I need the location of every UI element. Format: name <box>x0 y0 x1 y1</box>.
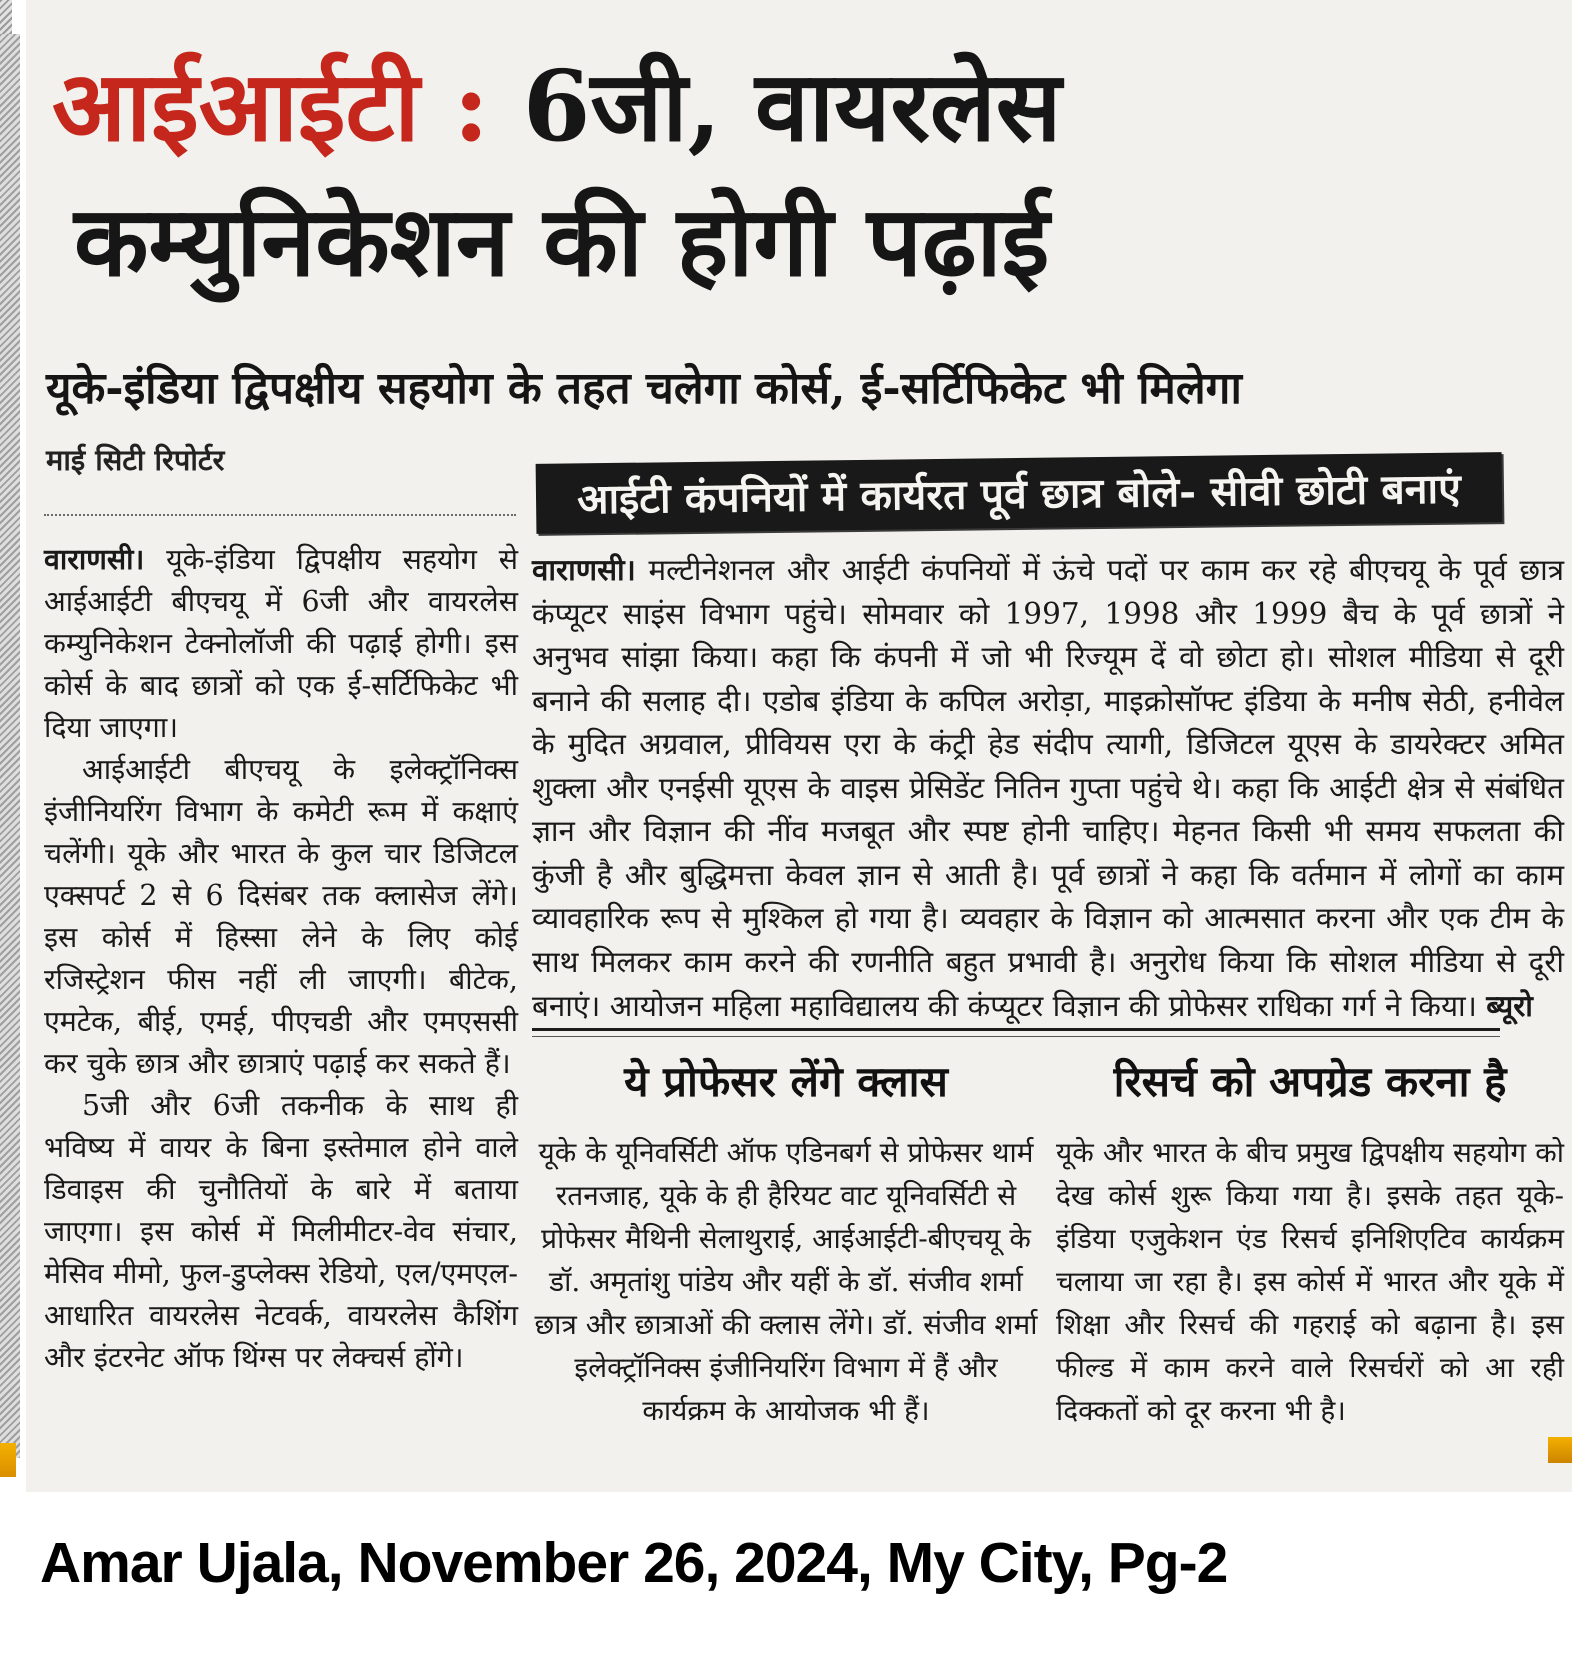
paragraph-3: 5जी और 6जी तकनीक के साथ ही भविष्य में वायर के बिना इस्तेमाल होने वाले डिवाइस की चुनौतियों के बारे में बताया जाएगा। इस कोर्स में मिलीमीटर-वेव संचार, मेसिव मीमो, फुल-डुप्लेक्स रेडियो, एल/एमएल-आधारित वायरलेस नेटवर्क, वायरलेस कैशिंग और इंटरनेट ऑफ थिंग्स पर लेक्चर्स होंगे। <box>44 1089 518 1374</box>
paragraph-1-text: यूके-इंडिया द्विपक्षीय सहयोग से आईआईटी बीएचयू में 6जी और वायरलेस कम्युनिकेशन टेक्नोलॉजी की पढ़ाई होगी। इस कोर्स के बाद छात्रों को एक ई-सर्टिफिकेट भी दिया जाएगा। <box>44 543 518 744</box>
caption-bar <box>0 1492 1572 1676</box>
left-column-body <box>44 538 518 1478</box>
sticky-note-mark-left <box>0 1443 16 1477</box>
scan-edge-shadow <box>0 34 20 1458</box>
sub-article-body: यूके के यूनिवर्सिटी ऑफ एडिनबर्ग से प्रोफेसर थार्म रतनजाह, यूके के ही हैरियट वाट यूनिवर्सिटी से प्रोफेसर मैथिनी सेलाथुराई, आईआईटी-बीएचयू के डॉ. अमृतांशु पांडेय और यहीं के डॉ. संजीव शर्मा छात्र और छात्राओं की क्लास लेंगे। डॉ. संजीव शर्मा इलेक्ट्रॉनिक्स इंजीनियरिंग विभाग में हैं और कार्यक्रम के आयोजक भी हैं। <box>534 1136 1038 1427</box>
paragraph-2: आईआईटी बीएचयू के इलेक्ट्रॉनिक्स इंजीनियरिंग विभाग के कमेटी रूम में कक्षाएं चलेंगी। यूके और भारत के कुल चार डिजिटल एक्सपर्ट 2 से 6 दिसंबर तक क्लासेज लेंगे। इस कोर्स में हिस्सा लेने के लिए कोई रजिस्ट्रेशन फीस नहीं ली जाएगी। बीटेक, एमटेक, बीई, एमई, पीएचडी और एमएससी कर चुके छात्र और छात्राएं पढ़ाई कर सकते हैं। <box>44 753 518 1080</box>
dotted-divider <box>44 514 516 516</box>
source-caption: Amar Ujala, November 26, 2024, My City, Pg-2 <box>40 1531 1228 1595</box>
right-paragraph-text: मल्टीनेशनल और आईटी कंपनियों में ऊंचे पदों पर काम कर रहे बीएचयू के पूर्व छात्र कंप्यूटर साइंस विभाग पहुंचे। सोमवार को 1997, 1998 और 1999 बैच के पूर्व छात्रों ने अनुभव सांझा किया। कहा कि कंपनी में जो भी रिज्यूम दें वो छोटा हो। सोशल मीडिया से दूरी बनाने की सलाह दी। एडोब इंडिया के कपिल अरोड़ा, माइक्रोसॉफ्ट इंडिया के मनीष सेठी, हनीवेल के मुदित अग्रवाल, प्रीवियस एरा के कंट्री हेड संदीप त्यागी, डिजिटल यूएस के डायरेक्टर अमित शुक्ला और एनईसी यूएस के वाइस प्रेसिडेंट नितिन गुप्ता पहुंचे थे। कहा कि आईटी क्षेत्र से संबंधित ज्ञान और विज्ञान की नींव मजबूत और स्पष्ट होनी चाहिए। मेहनत किसी भी समय सफलता की कुंजी है और बुद्धिमत्ता केवल ज्ञान से आती है। पूर्व छात्रों ने कहा कि वर्तमान में लोगों का काम व्यावहारिक रूप से मुश्किल हो गया है। व्यवहार के विज्ञान को आत्मसात करना और एक टीम के साथ मिलकर काम करने की रणनीति बहुत प्रभावी है। अनुरोध किया कि सोशल मीडिया से दूरी बनाएं। आयोजन महिला महाविद्यालय की कंप्यूटर विज्ञान की प्रोफेसर राधिका गर्ग ने किया। <box>532 553 1564 1023</box>
scan-edge-artifact <box>0 0 12 34</box>
right-paragraph <box>532 548 1564 1029</box>
headline-red-part: आईआईटी : <box>52 49 490 163</box>
section-divider-rule <box>532 1028 1500 1037</box>
headline-black-part: 6जी, वायरलेस <box>522 49 1062 163</box>
sub-article-professors <box>532 1052 1040 1482</box>
subheadline: यूके-इंडिया द्विपक्षीय सहयोग के तहत चलेगा कोर्स, ई-सर्टिफिकेट भी मिलेगा <box>46 363 1242 414</box>
sub-article-body: यूके और भारत के बीच प्रमुख द्विपक्षीय सहयोग को देख कोर्स शुरू किया गया है। इसके तहत यूके-इंडिया एजुकेशन एंड रिसर्च इनिशिएटिव कार्यक्रम चलाया जा रहा है। इस कोर्स में भारत और यूके में शिक्षा और रिसर्च की गहराई को बढ़ाना है। इस फील्ड में काम करने वाले रिसर्चरों को आ रही दिक्कतों को दूर करना भी है। <box>1056 1136 1564 1427</box>
headline-line2: कम्युनिकेशन की होगी पढ़ाई <box>74 183 1050 298</box>
paragraph-1 <box>44 538 518 749</box>
dateline: वाराणसी। <box>532 552 636 587</box>
bureau-tag: ब्यूरो <box>1486 988 1533 1023</box>
sub-article-headline: रिसर्च को अपग्रेड करना है <box>1113 1057 1507 1106</box>
right-column-body <box>532 548 1564 1023</box>
highlight-banner: आईटी कंपनियों में कार्यरत पूर्व छात्र बोले- सीवी छोटी बनाएं <box>536 452 1503 534</box>
byline: माई सिटी रिपोर्टर <box>46 443 225 477</box>
sub-article-research <box>1056 1052 1564 1482</box>
main-headline <box>52 36 1522 311</box>
headline-line1 <box>52 36 1522 177</box>
sub-article-headline: ये प्रोफेसर लेंगे क्लास <box>624 1057 948 1106</box>
dateline: वाराणसी। <box>44 542 145 576</box>
